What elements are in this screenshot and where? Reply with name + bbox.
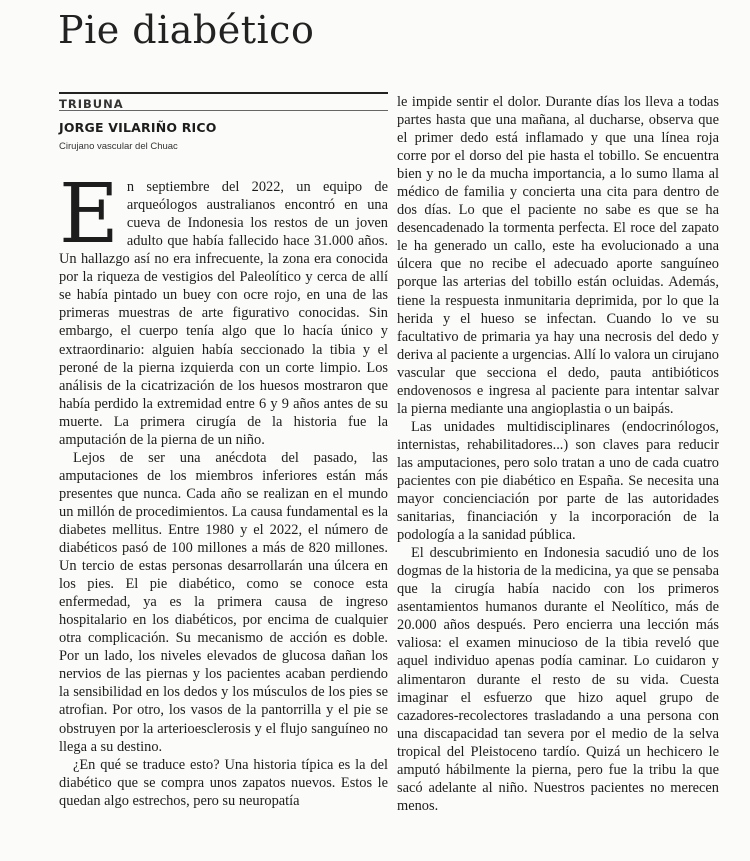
paragraph	[59, 167, 388, 449]
left-column	[59, 92, 388, 810]
author-name: JORGE VILARIÑO RICO	[59, 120, 217, 135]
drop-cap: E	[59, 167, 119, 263]
headline: Pie diabético	[58, 8, 315, 52]
paragraph: Las unidades multidisciplinares (endocrinólogos, internistas, rehabilitadores...) son claves para reducir las amputaciones, pero solo tratan a uno de cada cuatro pacientes con pie diabético en España. Se necesita una mayor concienciación por parte de las autoridades sanitarias, financiación y la incorporación de la podología a la sanidad pública.	[397, 418, 719, 544]
paragraph: le impide sentir el dolor. Durante días los lleva a todas partes hasta que una mañana, al ducharse, observa que el primer dedo está inflamado y que una línea roja corre por el dorso del pie hasta el tobillo. Se encuentra bien y no le da mucha importancia, a lo sumo llama al médico de familia y concierta una cita para dentro de dos días. Lo que el paciente no sabe es que se ha desencadenado la tormenta perfecta. El roce del zapato le ha generado un callo, este ha evolucionado a una úlcera que no recibe el adecuado aporte sanguíneo porque las arterias del tobillo están ocluidas. Además, tiene la respuesta inmunitaria deprimida, por lo que la herida y el hueso se infectan. Cuando lo ve su facultativo de primaria ya hay una necrosis del dedo y deriva al paciente a urgencias. Allí lo valora un cirujano vascular que secciona el dedo, pauta antibióticos endovenosos e ingresa al paciente para intentar salvar la pierna mediante una angioplastia o un baipás.	[397, 94, 719, 417]
paragraph: El descubrimiento en Indonesia sacudió uno de los dogmas de la historia de la medicina, ya que se pensaba que la cirugía había nacido con los primeros asentamientos humanos durante el Neolítico, más de 20.000 años después. Pero encierra una lección más valiosa: el examen minucioso de la tibia reveló que aquel individuo apenas podía caminar. Lo cuidaron y alimentaron durante el resto de su vida. Cuesta imaginar el esfuerzo que hizo aquel grupo de cazadores-recolectores trasladando a una persona con una discapacidad tan severa por el medio de la selva tropical del Pleistoceno tardío. Quizá un hechicero le amputó hábilmente la pierna, pero fue la tribu la que sacó adelante al niño. Nuestros pacientes no merecen menos.	[397, 545, 719, 814]
section-label: TRIBUNA	[59, 97, 124, 111]
paragraph: ¿En qué se traduce esto? Una historia típica es la del diabético que se compra unos zapatos nuevos. Estos le quedan algo estrechos, pero su neuropatía	[59, 756, 388, 809]
paragraph: Lejos de ser una anécdota del pasado, las amputaciones de los miembros inferiores están más presentes que nunca. Cada año se realizan en el mundo un millón de procedimientos. La causa fundamental es la diabetes mellitus. Entre 1980 y el 2022, el número de diabéticos pasó de 100 millones a más de 820 millones. Un tercio de estas personas desarrollarán una úlcera en los pies. El pie diabético, como se conoce esta enfermedad, ya es la primera causa de ingreso hospitalario en los diabéticos, por encima de cualquier otra complicación. Su mecanismo de acción es doble. Por un lado, los niveles elevados de glucosa dañan los nervios de las piernas y los pacientes acaban perdiendo la sensibilidad en los dedos y los músculos de los pies se atrofian. Por otro, los vasos de la pantorrilla y el pie se obstruyen por la arterioesclerosis y el flujo sanguíneo no llega a su destino.	[59, 449, 388, 755]
right-column	[397, 93, 719, 815]
section-bar	[59, 92, 388, 111]
paragraph-text: n septiembre del 2022, un equipo de arqueólogos australianos encontró en una cueva de Indonesia los restos de un joven adulto que había fallecido hace 31.000 años. Un hallazgo así no era infrecuente, la zona era conocida por la riqueza de vestigios del Paleolítico y cerca de allí se había pintado un buey con ocre rojo, en una de las primeras muestras de arte figurativo conocidas. Sin embargo, el cuerpo tenía algo que lo hacía único y extraordinario: alguien había seccionado la tibia y el peroné de la pierna izquierda con un corte limpio. Los análisis de la cicatrización de los huesos mostraron que había perdido la extremidad entre 6 y 9 años antes de su muerte. La primera cirugía de la historia fue la amputación de la pierna de un niño.	[59, 179, 388, 448]
author-affiliation: Cirujano vascular del Chuac	[59, 141, 178, 153]
